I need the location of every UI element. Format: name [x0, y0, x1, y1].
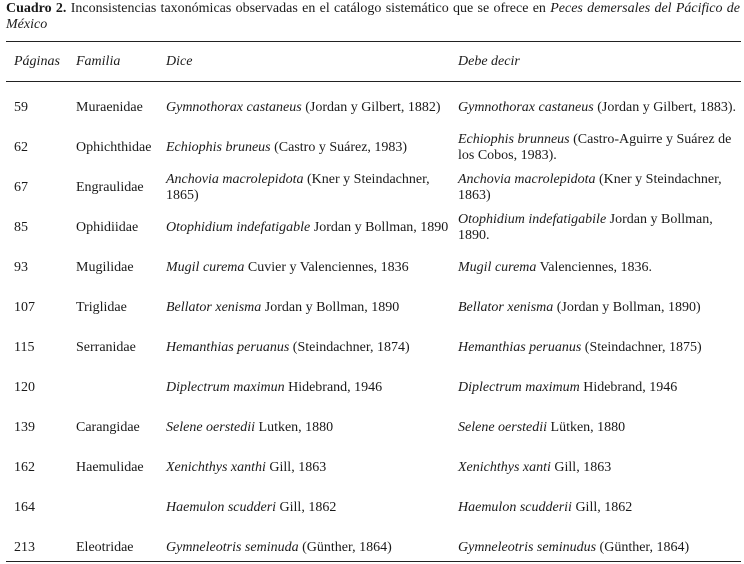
header-paginas: Páginas	[14, 54, 60, 69]
row-pagina: 107	[14, 300, 35, 315]
row-debe-species: Haemulon scudderii	[458, 500, 572, 515]
row-debe-species: Diplectrum maximum	[458, 380, 580, 395]
row-debe-species: Echiophis brunneus	[458, 132, 570, 147]
header-familia: Familia	[76, 54, 121, 69]
table-row	[0, 528, 744, 564]
row-pagina: 115	[14, 340, 35, 355]
row-debe-species: Anchovia macrolepidota	[458, 172, 596, 187]
row-dice-author: Hidebrand, 1946	[284, 380, 383, 395]
row-dice-author: Gill, 1863	[265, 460, 327, 475]
row-pagina: 85	[14, 220, 28, 235]
row-debe-species: Otophidium indefatigabile	[458, 212, 607, 227]
table-row	[0, 328, 744, 364]
row-dice-species: Mugil curema	[166, 260, 245, 275]
caption-text: Inconsistencias taxonómicas observadas en el catálogo sistemático que se ofrece en	[70, 1, 546, 16]
row-debe-decir	[458, 412, 742, 444]
row-dice-species: Haemulon scudderi	[166, 500, 277, 515]
table-row	[0, 88, 744, 124]
row-dice-author: (Günther, 1864)	[298, 540, 392, 555]
row-dice	[166, 132, 452, 164]
table-header-rule	[6, 81, 741, 82]
row-dice-author: Cuvier y Valenciennes, 1836	[244, 260, 409, 275]
row-dice-species: Otophidium indefatigable	[166, 220, 311, 235]
row-debe-author: (Castro-Aguirre y Suárez de los Cobos, 1983).	[458, 132, 732, 163]
row-debe-decir	[458, 372, 742, 404]
row-dice-author: Lutken, 1880	[255, 420, 334, 435]
row-debe-author: Hidebrand, 1946	[579, 380, 678, 395]
row-dice-species: Anchovia macrolepidota	[166, 172, 304, 187]
row-dice	[166, 412, 452, 444]
table-row	[0, 168, 744, 204]
table-row	[0, 408, 744, 444]
table-bottom-rule	[6, 561, 741, 562]
row-dice-species: Bellator xenisma	[166, 300, 262, 315]
row-familia: Haemulidae	[76, 460, 144, 475]
row-familia: Ophidiidae	[76, 220, 139, 235]
table-caption	[6, 1, 740, 33]
table-row	[0, 248, 744, 284]
row-familia: Eleotridae	[76, 540, 134, 555]
row-dice-author: (Kner y Steindachner, 1865)	[166, 172, 430, 203]
row-familia: Mugilidae	[76, 260, 134, 275]
row-debe-species: Hemanthias peruanus	[458, 340, 582, 355]
row-familia: Ophichthidae	[76, 140, 152, 155]
row-pagina: 120	[14, 380, 35, 395]
row-debe-species: Xenichthys xanti	[458, 460, 551, 475]
row-dice-species: Selene oerstedii	[166, 420, 256, 435]
row-debe-author: Gill, 1862	[571, 500, 633, 515]
row-debe-species: Gymnothorax castaneus	[458, 100, 594, 115]
row-pagina: 62	[14, 140, 28, 155]
row-dice	[166, 172, 452, 204]
row-dice-author: (Steindachner, 1874)	[289, 340, 410, 355]
row-familia: Carangidae	[76, 420, 140, 435]
row-debe-author: (Jordan y Bollman, 1890)	[553, 300, 701, 315]
table-row	[0, 368, 744, 404]
caption-book-title: Peces demersales del Pácifico de México	[6, 1, 740, 32]
row-dice	[166, 92, 452, 124]
row-dice-author: Gill, 1862	[276, 500, 337, 515]
row-debe-author: (Günther, 1864)	[596, 540, 690, 555]
row-debe-species: Selene oerstedii	[458, 420, 548, 435]
row-debe-author: Gill, 1863	[550, 460, 612, 475]
row-debe-decir	[458, 212, 742, 244]
table-row	[0, 448, 744, 484]
row-debe-decir	[458, 92, 742, 124]
row-familia: Muraenidae	[76, 100, 143, 115]
row-debe-author: (Kner y Steindachner, 1863)	[458, 172, 722, 203]
row-debe-decir	[458, 492, 742, 524]
row-debe-decir	[458, 292, 742, 324]
row-debe-species: Gymneleotris seminudus	[458, 540, 597, 555]
caption-label: Cuadro 2.	[6, 1, 67, 16]
row-debe-decir	[458, 532, 742, 564]
row-dice	[166, 532, 452, 564]
row-dice-species: Diplectrum maximun	[166, 380, 285, 395]
row-familia: Serranidae	[76, 340, 136, 355]
row-debe-decir	[458, 452, 742, 484]
table-row	[0, 288, 744, 324]
row-dice-species: Xenichthys xanthi	[166, 460, 266, 475]
row-pagina: 139	[14, 420, 35, 435]
table-row	[0, 208, 744, 244]
row-debe-author: (Steindachner, 1875)	[581, 340, 702, 355]
table-row	[0, 128, 744, 164]
row-debe-author: (Jordan y Gilbert, 1883).	[593, 100, 737, 115]
row-dice-author: Jordan y Bollman, 1890	[261, 300, 400, 315]
row-dice-species: Hemanthias peruanus	[166, 340, 290, 355]
row-dice-author: (Jordan y Gilbert, 1882)	[301, 100, 441, 115]
row-debe-author: Jordan y Bollman, 1890.	[458, 212, 713, 243]
row-debe-species: Bellator xenisma	[458, 300, 554, 315]
row-dice	[166, 332, 452, 364]
row-debe-author: Valenciennes, 1836.	[536, 260, 653, 275]
row-dice-species: Echiophis bruneus	[166, 140, 271, 155]
row-dice	[166, 252, 452, 284]
table-top-rule	[6, 41, 741, 42]
row-pagina: 93	[14, 260, 28, 275]
row-dice-author: Jordan y Bollman, 1890	[310, 220, 449, 235]
row-pagina: 162	[14, 460, 35, 475]
header-debe-decir: Debe decir	[458, 54, 520, 69]
row-pagina: 59	[14, 100, 28, 115]
row-dice-author: (Castro y Suárez, 1983)	[270, 140, 408, 155]
row-debe-decir	[458, 172, 742, 204]
row-dice-species: Gymnothorax castaneus	[166, 100, 302, 115]
row-debe-decir	[458, 252, 742, 284]
row-dice	[166, 292, 452, 324]
row-pagina: 164	[14, 500, 35, 515]
row-debe-decir	[458, 132, 742, 164]
row-dice	[166, 452, 452, 484]
row-dice	[166, 492, 452, 524]
row-debe-decir	[458, 332, 742, 364]
table-row	[0, 488, 744, 524]
row-dice	[166, 212, 452, 244]
row-dice	[166, 372, 452, 404]
row-debe-species: Mugil curema	[458, 260, 537, 275]
row-pagina: 213	[14, 540, 35, 555]
row-familia: Triglidae	[76, 300, 127, 315]
row-dice-species: Gymneleotris seminuda	[166, 540, 299, 555]
row-pagina: 67	[14, 180, 28, 195]
row-debe-author: Lütken, 1880	[547, 420, 626, 435]
header-dice: Dice	[166, 54, 193, 69]
row-familia: Engraulidae	[76, 180, 144, 195]
